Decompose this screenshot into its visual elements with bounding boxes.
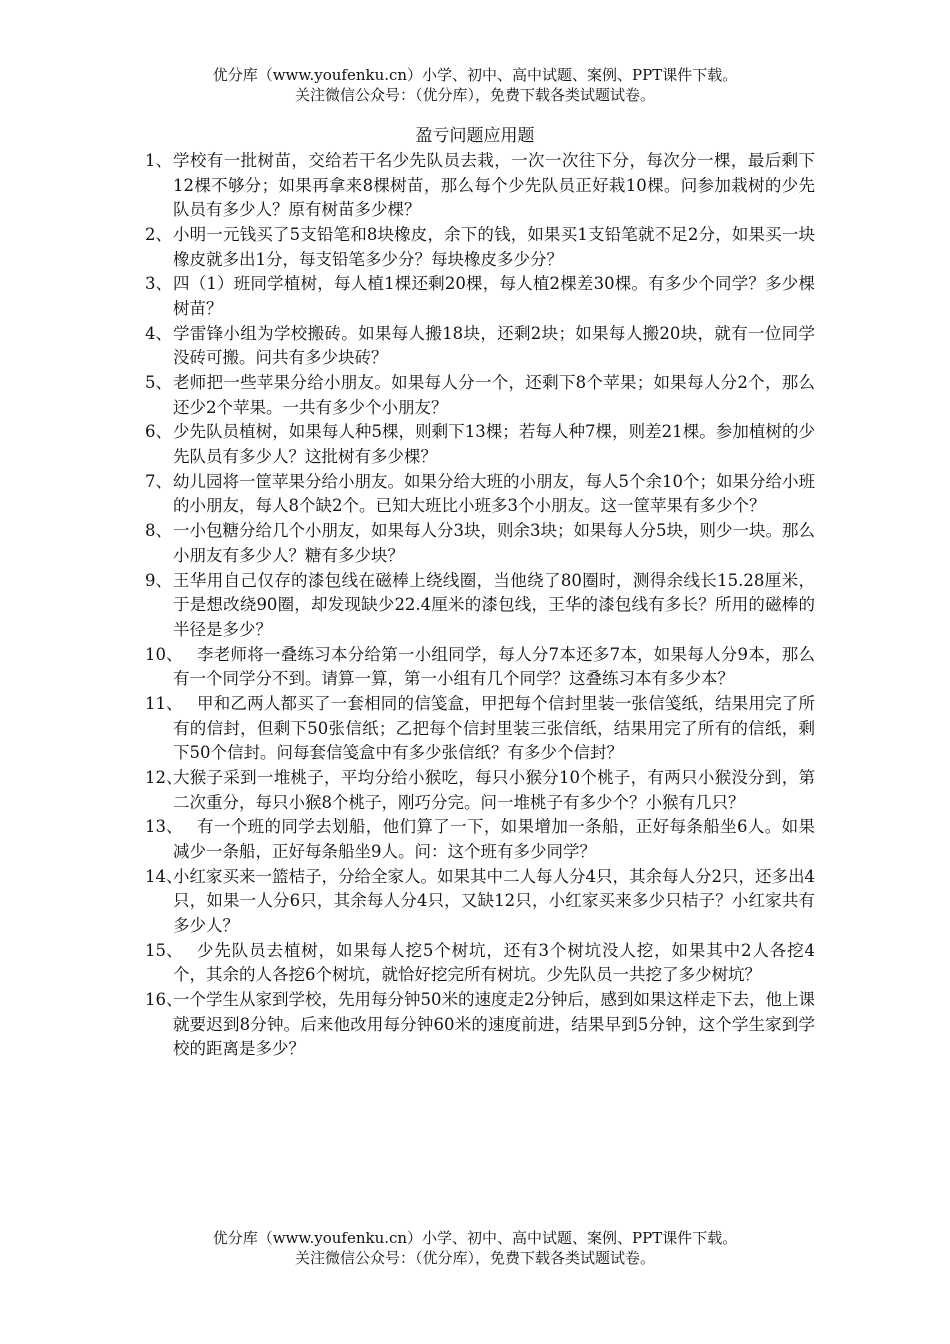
problem-text: 一个学生从家到学校，先用每分钟50米的速度走2分钟后，感到如果这样走下去，他上课就要迟到8分钟。后来他改用每分钟60米的速度前进，结果早到5分钟，这个学生家到学校的距离是多少？ — [173, 990, 815, 1059]
problem-item — [145, 371, 815, 420]
problem-number: 9、 — [145, 570, 172, 590]
problem-item — [145, 322, 815, 371]
problem-item — [145, 223, 815, 272]
problem-item — [145, 569, 815, 643]
header-line-2: 关注微信公众号：（优分库），免费下载各类试题试卷。 — [294, 86, 655, 104]
page-title: 盈亏问题应用题 — [415, 126, 535, 146]
problem-item — [145, 766, 815, 815]
problem-item — [145, 939, 815, 988]
problem-number: 14、 — [145, 866, 183, 886]
problem-number: 16、 — [145, 990, 183, 1009]
problem-number: 13、 — [145, 817, 183, 837]
problem-item — [145, 692, 815, 766]
problem-number: 6、 — [145, 422, 172, 442]
problem-number: 8、 — [145, 521, 172, 541]
problem-number: 4、 — [145, 323, 172, 343]
problem-text: 有一个班的同学去划船，他们算了一下，如果增加一条船，正好每条船坐6人。如果减少一条船，正好每条船坐9人。问：这个班有多少同学？ — [173, 817, 815, 861]
problem-item — [145, 988, 815, 1062]
problem-number: 15、 — [145, 940, 183, 960]
problem-number: 12、 — [145, 767, 183, 787]
problem-text: 学校有一批树苗，交给若干名少先队员去栽，一次一次往下分，每次分一棵，最后剩下12棵不够分；如果再拿来8棵树苗，那么每个少先队员正好栽10棵。问参加栽树的少先队员有多少人？原有树苗多少棵？ — [173, 151, 815, 220]
problem-text: 李老师将一叠练习本分给第一小组同学，每人分7本还多7本，如果每人分9本，那么有一个同学分不到。请算一算，第一小组有几个同学？这叠练习本有多少本？ — [173, 644, 815, 689]
problem-number: 3、 — [145, 274, 172, 294]
problem-text: 小红家买来一篮桔子，分给全家人。如果其中二人每人分4只，其余每人分2只，还多出4只，如果一人分6只，其余每人分4只，又缺12只，小红家买来多少只桔子？小红家共有多少人？ — [173, 866, 815, 935]
problem-item — [145, 643, 815, 692]
problem-text: 少先队员植树，如果每人种5棵，则剩下13棵；若每人种7棵，则差21棵。参加植树的少先队员有多少人？这批树有多少棵？ — [173, 422, 815, 467]
problem-number: 5、 — [145, 373, 172, 393]
problem-text: 四（1）班同学植树，每人植1棵还剩20棵，每人植2棵差30棵。有多少个同学？多少棵树苗？ — [173, 274, 815, 318]
problem-text: 甲和乙两人都买了一套相同的信笺盒，甲把每个信封里装一张信笺纸，结果用完了所有的信封，但剩下50张信纸；乙把每个信封里装三张信纸，结果用完了所有的信纸，剩下50个信封。问每套信笺盒中有多少张信纸？有多少个信封？ — [173, 693, 815, 763]
problem-text: 一小包糖分给几个小朋友，如果每人分3块，则余3块；如果每人分5块，则少一块。那么小朋友有多少人？糖有多少块？ — [173, 521, 815, 565]
page-header — [0, 65, 950, 105]
problem-text: 大猴子采到一堆桃子，平均分给小猴吃，每只小猴分10个桃子，有两只小猴没分到，第二次重分，每只小猴8个桃子，刚巧分完。问一堆桃子有多少个？小猴有几只？ — [173, 767, 815, 812]
problem-item — [145, 272, 815, 321]
problem-item — [145, 815, 815, 864]
problem-number: 2、 — [145, 224, 172, 244]
header-line-1: 优分库（www.youfenku.cn）小学、初中、高中试题、案例、PPT课件下载。 — [212, 66, 738, 84]
footer-line-2: 关注微信公众号：（优分库），免费下载各类试题试卷。 — [294, 1249, 655, 1267]
problem-item — [145, 420, 815, 469]
problem-number: 7、 — [145, 471, 172, 491]
problem-text: 小明一元钱买了5支铅笔和8块橡皮，余下的钱，如果买1支铅笔就不足2分，如果买一块橡皮就多出1分，每支铅笔多少分？每块橡皮多少分？ — [173, 224, 815, 269]
problem-text: 学雷锋小组为学校搬砖。如果每人搬18块，还剩2块；如果每人搬20块，就有一位同学没砖可搬。问共有多少块砖？ — [173, 323, 815, 368]
page-footer — [0, 1228, 950, 1268]
problem-number: 1、 — [145, 151, 172, 170]
problem-number: 10、 — [145, 644, 183, 664]
problem-text: 幼儿园将一筐苹果分给小朋友。如果分给大班的小朋友，每人5个余10个；如果分给小班的小朋友，每人8个缺2个。已知大班比小班多3个小朋友。这一筐苹果有多少个？ — [173, 471, 815, 516]
problem-number: 11、 — [145, 693, 183, 713]
footer-line-1: 优分库（www.youfenku.cn）小学、初中、高中试题、案例、PPT课件下载。 — [212, 1229, 738, 1247]
problem-item — [145, 149, 815, 223]
problem-item — [145, 470, 815, 519]
problem-text: 老师把一些苹果分给小朋友。如果每人分一个，还剩下8个苹果；如果每人分2个，那么还少2个苹果。一共有多少个小朋友？ — [173, 373, 815, 417]
problem-item — [145, 519, 815, 568]
problem-list — [145, 149, 815, 1062]
problem-text: 王华用自己仅存的漆包线在磁棒上绕线圈，当他绕了80圈时，测得余线长15.28厘米，于是想改绕90圈，却发现缺少22.4厘米的漆包线，王华的漆包线有多长？所用的磁棒的半径是多少？ — [173, 570, 815, 639]
problem-item — [145, 865, 815, 939]
problem-text: 少先队员去植树，如果每人挖5个树坑，还有3个树坑没人挖，如果其中2人各挖4个，其余的人各挖6个树坑，就恰好挖完所有树坑。少先队员一共挖了多少树坑？ — [173, 940, 815, 985]
